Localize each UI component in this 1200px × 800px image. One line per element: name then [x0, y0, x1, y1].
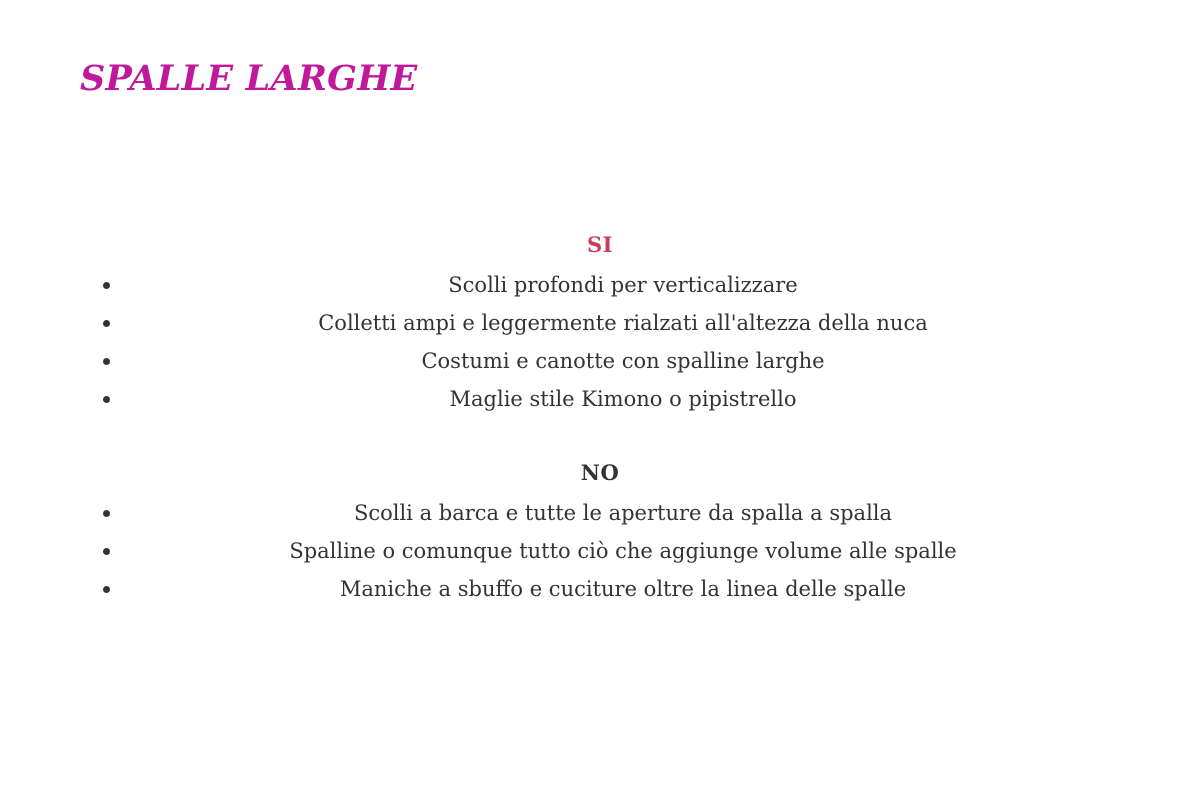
bullet-icon [103, 282, 110, 289]
bullet-icon [103, 586, 110, 593]
list-item-text: Colletti ampi e leggermente rialzati all'altezza della nuca [318, 311, 928, 335]
list-item-text: Maglie stile Kimono o pipistrello [449, 387, 797, 411]
bullet-icon [103, 358, 110, 365]
bullet-icon [103, 320, 110, 327]
bullet-icon [103, 510, 110, 517]
si-list [80, 266, 1120, 418]
list-item [80, 380, 1120, 418]
bullet-icon [103, 396, 110, 403]
list-item [80, 266, 1120, 304]
list-item-text: Spalline o comunque tutto ciò che aggiunge volume alle spalle [289, 539, 957, 563]
bullet-icon [103, 548, 110, 555]
list-item-text: Maniche a sbuffo e cuciture oltre la linea delle spalle [339, 577, 907, 601]
si-heading: SI [587, 232, 613, 257]
list-item [80, 494, 1120, 532]
page-title: SPALLE LARGHE [80, 58, 418, 99]
list-item-text: Costumi e canotte con spalline larghe [421, 349, 825, 373]
list-item [80, 342, 1120, 380]
content-area [80, 228, 1120, 608]
list-item [80, 532, 1120, 570]
list-item [80, 570, 1120, 608]
list-item-text: Scolli a barca e tutte le aperture da spalla a spalla [353, 501, 893, 525]
list-item-text: Scolli profondi per verticalizzare [448, 273, 798, 297]
no-heading: NO [580, 460, 620, 485]
no-list [80, 494, 1120, 608]
list-item [80, 304, 1120, 342]
